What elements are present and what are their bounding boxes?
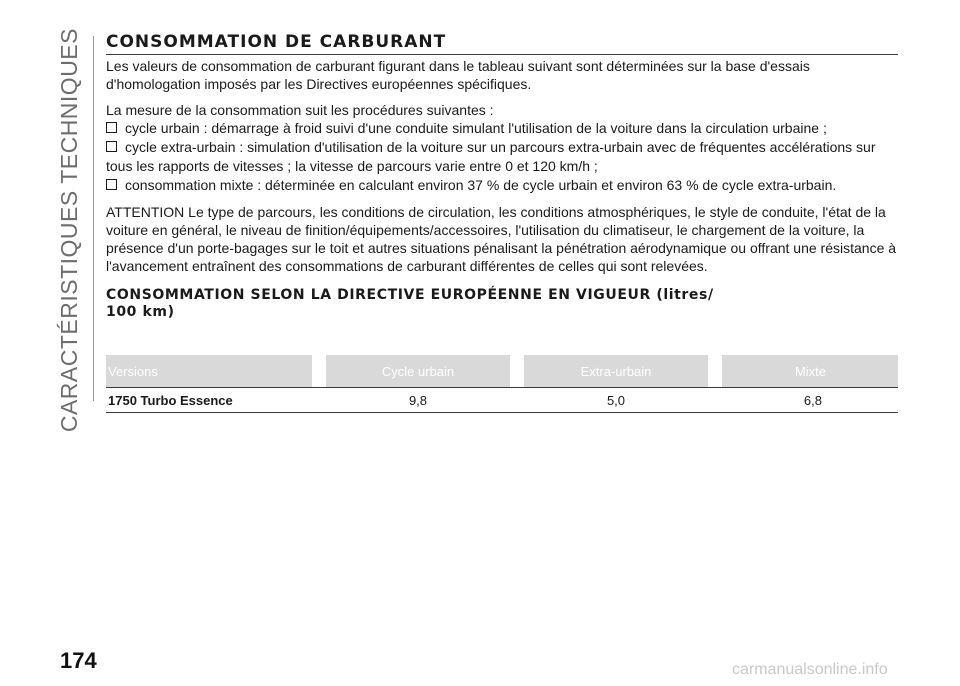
page-content — [106, 32, 898, 413]
chapter-side-title-text: CARACTÉRISTIQUES TECHNIQUES — [55, 28, 82, 433]
side-divider — [93, 36, 94, 401]
header-extra-urbain: Extra-urbain — [524, 355, 708, 388]
procedure-list — [106, 119, 898, 157]
page-number: 174 — [60, 648, 97, 673]
intro-paragraph: Les valeurs de consommation de carburant figurant dans le tableau suivant sont déterminées sur la base d'essais d'homologation imposés par les Directives européennes spécifiques. — [106, 58, 810, 92]
attention-paragraph: ATTENTION Le type de parcours, les conditions de circulation, les conditions atmosphériques, le style de conduite, l'état de la voiture en général, le niveau de finition/équipements/accessoires, l'utilisation du climatiseur, le chargement de la voiture, la présence d'un porte-bagages sur le toit et autres situations pénalisant la pénétration aérodynamique ou offrant une résistance à l'avancement entraînent des consommations de carburant différentes de celles qui sont relevées. — [106, 204, 897, 274]
header-versions: Versions — [106, 355, 312, 388]
table-row — [106, 388, 898, 413]
cell-extra-urbain: 5,0 — [524, 388, 708, 413]
watermark: carmanualsonline.info — [732, 661, 888, 678]
list-item: cycle urbain : démarrage à froid suivi d'une conduite simulant l'utilisation de la voiture dans la circulation urbaine ; — [106, 119, 898, 138]
bullet-continuation: tous les rapports de vitesses ; la vitesse de parcours varie entre 0 et 120 km/h ; — [106, 158, 598, 174]
cell-version: 1750 Turbo Essence — [106, 388, 312, 413]
header-mixte: Mixte — [722, 355, 898, 388]
checkbox-bullet-icon — [106, 141, 117, 152]
table-header-row — [106, 355, 898, 388]
list-item: cycle extra-urbain : simulation d'utilisation de la voiture sur un parcours extra-urbain avec de fréquentes accélérations sur — [106, 138, 898, 157]
chapter-side-title — [55, 28, 82, 433]
cell-cycle-urbain: 9,8 — [326, 388, 510, 413]
section-title: CONSOMMATION DE CARBURANT — [106, 32, 898, 55]
procedures-lead: La mesure de la consommation suit les procédures suivantes : — [106, 102, 494, 118]
cell-mixte: 6,8 — [722, 388, 898, 413]
checkbox-bullet-icon — [106, 179, 117, 190]
procedure-list-2 — [106, 176, 898, 195]
header-cycle-urbain: Cycle urbain — [326, 355, 510, 388]
subsection-title: CONSOMMATION SELON LA DIRECTIVE EUROPÉENNE EN VIGUEUR (litres/ 100 km) — [106, 287, 714, 320]
checkbox-bullet-icon — [106, 122, 117, 133]
consumption-table — [106, 355, 898, 413]
list-item: consommation mixte : déterminée en calculant environ 37 % de cycle urbain et environ 63 % de cycle extra-urbain. — [106, 176, 898, 195]
